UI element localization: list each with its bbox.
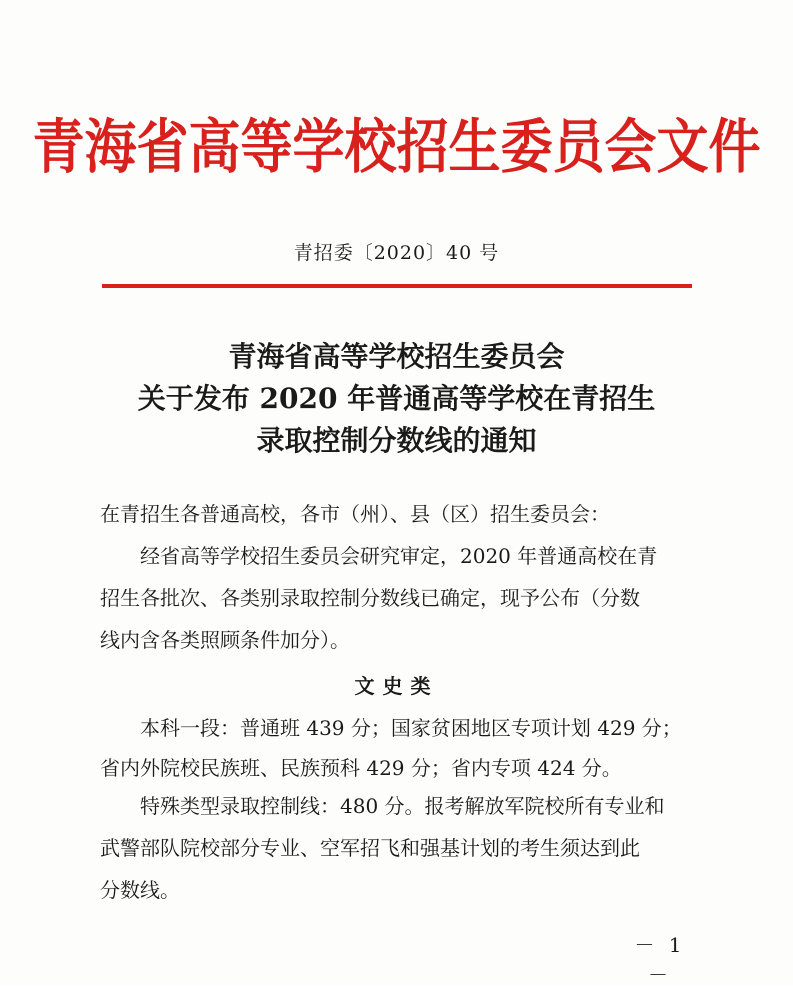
title-line-1: 青海省高等学校招生委员会 (228, 340, 565, 373)
para1-line-1: 本科一段：普通班 439 分；国家贫困地区专项计划 429 分； (140, 716, 682, 740)
intro-line-2: 招生各批次、各类别录取控制分数线已确定，现予公布（分数 (100, 586, 640, 610)
section-heading: 文史类 (354, 674, 439, 698)
intro-line-3: 线内含各类照顾条件加分）。 (100, 628, 350, 652)
salutation: 在青招生各普通高校，各市（州）、县（区）招生委员会： (100, 502, 610, 526)
document-number: 青招委〔2020〕40 号 (293, 242, 500, 264)
title-line-3: 录取控制分数线的通知 (256, 424, 537, 457)
org-header-title: 青海省高等学校招生委员会文件 (32, 114, 761, 182)
notice-title (0, 336, 793, 462)
title-line-2: 关于发布 2020 年普通高等学校在青招生 (137, 382, 656, 415)
intro-line-1: 经省高等学校招生委员会研究审定，2020 年普通高校在青 (140, 544, 658, 568)
para1-line-2: 省内外院校民族班、民族预科 429 分；省内专项 424 分。 (100, 756, 622, 780)
header-divider (102, 284, 692, 288)
para2-line-3: 分数线。 (100, 878, 180, 902)
para2-line-2: 武警部队院校部分专业、空军招飞和强基计划的考生须达到此 (100, 836, 640, 860)
page-number: － 1 － (634, 933, 686, 987)
para2-line-1: 特殊类型录取控制线：480 分。报考解放军院校所有专业和 (140, 794, 665, 818)
